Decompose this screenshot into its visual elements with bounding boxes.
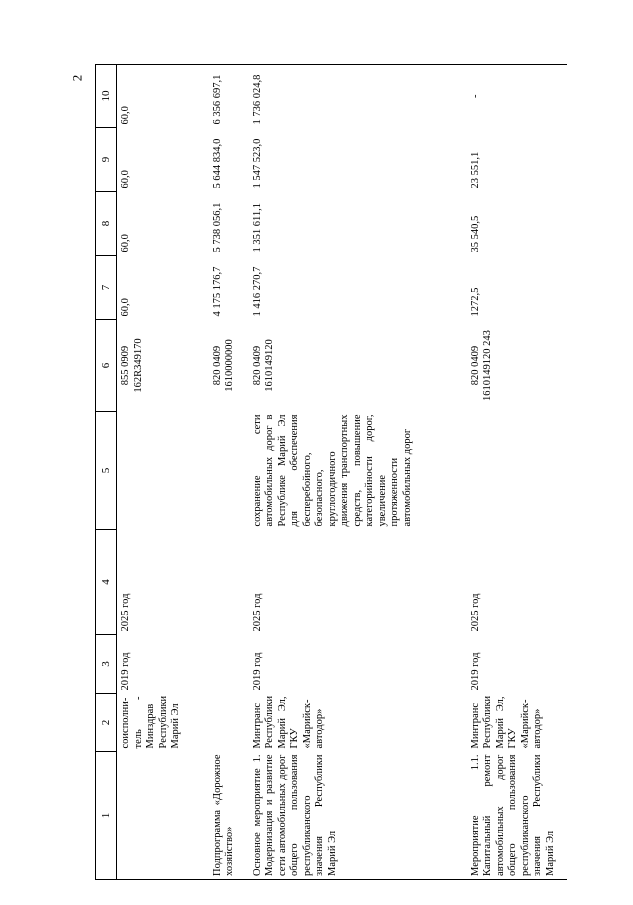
header-row	[96, 65, 117, 880]
cell-value: 60,0	[117, 65, 209, 128]
table-row	[117, 65, 209, 880]
header-cell: 9	[96, 128, 117, 192]
cell-code: 820 0409 1610000000	[211, 339, 235, 392]
cell-value: 1 416 270,7	[251, 266, 263, 317]
table-row	[249, 65, 467, 880]
cell-start: 2019 год	[120, 652, 131, 691]
cell-executor	[209, 694, 249, 752]
cell-value: 23 551,1	[469, 151, 481, 189]
cell-end: 2025 год	[469, 593, 481, 632]
cell-value: 5 738 056,1	[211, 202, 223, 253]
cell-value: 4 175 176,7	[211, 266, 223, 317]
cell-start: 2019 год	[251, 652, 263, 691]
page-number: 2	[69, 74, 85, 82]
cell-value: 1 547 523,0	[251, 138, 263, 189]
cell-result	[209, 412, 249, 530]
program-table	[95, 64, 567, 880]
cell-start: 2019 год	[469, 652, 481, 691]
cell-start	[209, 635, 249, 694]
header-cell: 10	[96, 65, 117, 128]
cell-executor: Минтранс Республики Марий Эл, ГКУ «Марийск-автодор»	[469, 695, 543, 749]
cell-result: сохранение сети автомобильных дорог в Республике Марий Эл для обеспечения бесперебойного, безопасного, круглогодичного движения транспортных средств, повышение категорийности дорог, увеличение протяженности автомобильных дорог	[251, 414, 413, 527]
cell-name	[117, 752, 209, 880]
header-cell: 5	[96, 412, 117, 530]
cell-code: 855 0909 162R349170	[120, 338, 144, 393]
cell-name: Мероприятие 1.1. Капитальный ремонт автомобильных дорог общего пользования республиканского значения Республики Марий Эл	[467, 752, 567, 880]
cell-value: 1272,5	[469, 287, 481, 317]
cell-code: 820 0409 1610149120	[251, 339, 275, 392]
cell-executor: Минтранс Республики Марий Эл, ГКУ «Марийск-автодор»	[251, 695, 325, 749]
cell-value: 60,0	[120, 298, 131, 317]
cell-end	[209, 530, 249, 635]
header-cell: 1	[96, 752, 117, 880]
cell-code: 820 0409 1610149120 243	[469, 330, 493, 401]
table-row	[209, 65, 249, 880]
cell-value: 5 644 834,0	[211, 138, 223, 189]
cell-value: 35 540,5	[469, 215, 481, 253]
cell-value: 60,0	[120, 170, 131, 189]
cell-value: 1 736 024,8	[249, 65, 467, 128]
cell-value: 1 351 611,1	[251, 203, 263, 253]
cell-value: 60,0	[120, 234, 131, 253]
cell-name: Основное мероприятие 1. Модернизация и развитие сети автомобильных дорог общего пользования республиканского значения Республики Марий Эл	[249, 752, 467, 880]
cell-end: 2025 год	[120, 593, 131, 632]
table-row	[467, 65, 567, 880]
cell-value: 6 356 697,1	[209, 65, 249, 128]
header-cell: 7	[96, 256, 117, 320]
header-cell: 3	[96, 635, 117, 694]
header-cell: 8	[96, 192, 117, 256]
header-cell: 2	[96, 694, 117, 752]
cell-executor: соисполни-тель - Минздрав Республики Марий Эл	[120, 695, 181, 749]
cell-result	[117, 412, 209, 530]
cell-name: Подпрограмма «Дорожное хозяйство»	[209, 752, 249, 880]
cell-value: -	[467, 65, 567, 128]
header-cell: 4	[96, 530, 117, 635]
rotated-table-sheet	[95, 65, 630, 880]
header-cell: 6	[96, 320, 117, 412]
cell-result	[467, 412, 567, 530]
cell-end: 2025 год	[251, 593, 263, 632]
